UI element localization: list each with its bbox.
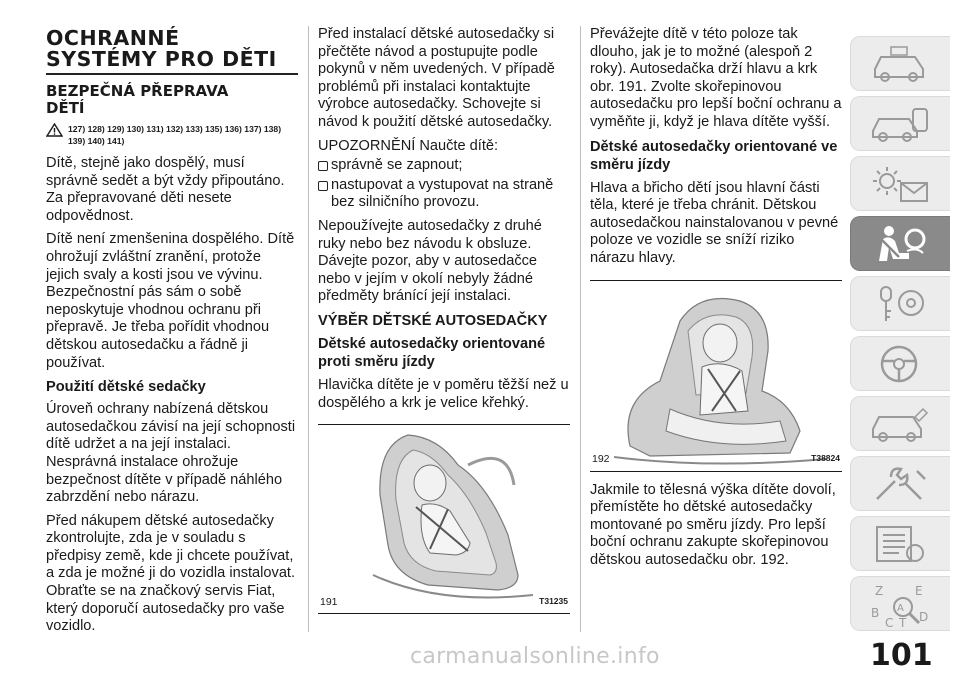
paragraph: Dítě není zmenšenina dospělého. Dítě ohrožují zvláštní zranění, protože jejich svaly a kosti jsou ve vývinu. Bezpečnostní pás sám o sobě neposkytuje vhodnou ochranu při přepravě. Je třeba pořídit vhodnou dětskou autosedačku a řádně ji používat. [46, 231, 295, 371]
paragraph: Nepoužívejte autosedačky z druhé ruky nebo bez návodu k obsluze. Dávejte pozor, aby v autosedačce nebo v jejím v okolí nebyly žádné předměty bránící její instalaci. [318, 217, 542, 305]
heading-rear-facing [318, 335, 570, 371]
heading-forward-facing [590, 138, 842, 174]
paragraph: Převážejte dítě v této poloze tak dlouho, jak je to možné (alespoň 2 roky). Autosedačka drží hlavu a krk obr. 191. Zvolte skořepinovou autosedačku pro lepší boční ochranu a vyměňte ji, když je hlava dítěte vyšší. [590, 26, 842, 130]
heading-line: směru jízdy [590, 156, 671, 173]
tab-emergency[interactable] [850, 336, 950, 391]
list-item-text: nastupovat a vystupovat na straně bez silničního provozu. [331, 176, 554, 211]
heading-line: Dětské autosedačky orientované ve [590, 138, 838, 155]
section-title-line: SYSTÉMY PRO DĚTI [46, 47, 277, 71]
tab-dashboard[interactable] [850, 36, 950, 91]
column-divider [580, 26, 581, 632]
figure-number: 191 [320, 595, 338, 608]
paragraph: Dítě, stejně jako dospělý, musí správně sedět a být vždy připoutáno. Za přepravované děti nesete odpovědnost. [46, 155, 285, 224]
list-item [318, 177, 570, 212]
tab-safety[interactable] [850, 216, 950, 271]
airbag-passenger-icon [869, 223, 931, 265]
column-2 [318, 26, 570, 624]
figure-code: T31235 [539, 595, 568, 606]
forward-facing-seat-illustration [590, 281, 842, 471]
chapter-tabs [850, 36, 950, 636]
figure-191 [318, 424, 570, 614]
warning-triangle-icon [46, 123, 63, 137]
warning-teach-child: UPOZORNĚNÍ Naučte dítě: [318, 137, 499, 154]
heading-use-child-seat: Použití dětské sedačky [46, 379, 206, 396]
column-1 [46, 26, 298, 642]
figure-number: 192 [592, 452, 610, 465]
index-letter: D [919, 610, 929, 624]
car-dashboard-icon [869, 43, 931, 85]
tab-index[interactable] [850, 576, 950, 631]
figure-code: T38824 [811, 452, 840, 463]
ignition-key-icon [869, 283, 931, 325]
figure-192 [590, 280, 842, 472]
bullet-box-icon [318, 181, 328, 191]
watermark: carmanualsonline.info [410, 644, 660, 669]
index-letter: A [897, 603, 904, 614]
tab-technical-data[interactable] [850, 456, 950, 511]
warning-refs-text[interactable]: 127) 128) 129) 130) 131) 132) 133) 135) 136) 137) 138) 139) 140) 141) [68, 124, 282, 146]
paragraph: Před nákupem dětské autosedačky zkontrolujte, zda je v souladu s předpisy země, kde ji chcete používat, a zda je možné ji do vozidla instalovat. Obraťte se na značkový servis Fiat, který doporučí autosedačky pro vaše vozidlo. [46, 512, 296, 635]
tab-getting-to-know[interactable] [850, 96, 950, 151]
index-abc-icon [869, 583, 931, 629]
index-letter: Z [875, 584, 884, 598]
heading-seat-choice: VÝBĚR DĚTSKÉ AUTOSEDAČKY [318, 312, 548, 329]
tools-icon [869, 463, 931, 505]
section-title-line: OCHRANNÉ [46, 26, 180, 50]
warning-references [46, 123, 298, 147]
technical-data-icon [869, 523, 931, 565]
paragraph: Úroveň ochrany nabízená dětskou autosedačkou závisí na její schopnosti dítě udržet a na její instalaci. Nesprávná instalace ohrožuje bezpečnost dítěte v případě náhlého zabrzdění nebo nárazu. [46, 401, 296, 506]
tab-multimedia[interactable] [850, 516, 950, 571]
list-item-text: správně se zapnout; [331, 157, 463, 174]
car-key-icon [869, 103, 931, 145]
rear-facing-seat-illustration [318, 425, 570, 613]
bullet-box-icon [318, 161, 328, 171]
section-subtitle-line: DĚTÍ [46, 99, 85, 117]
paragraph: Jakmile to tělesná výška dítěte dovolí, přemístěte ho dětské autosedačky montované po směru jízdy. Pro lepší boční ochranu zakupte skořepinovou dětskou autosedačku obr. 192. [590, 481, 836, 568]
index-letter: E [915, 584, 923, 598]
heading-line: proti směru jízdy [318, 353, 435, 370]
index-letter: B [871, 606, 880, 620]
tab-maintenance[interactable] [850, 396, 950, 451]
paragraph: Hlavička dítěte je v poměru těžší než u dospělého a krk je velice křehký. [318, 376, 569, 411]
column-divider [308, 26, 309, 632]
tab-starting-driving[interactable] [850, 276, 950, 331]
list-item [318, 157, 570, 175]
section-title [46, 28, 298, 70]
index-letter: T [899, 616, 907, 629]
paragraph: Před instalací dětské autosedačky si přečtěte návod a postupujte podle pokynů v něm uvedených. V případě problémů při instalaci kontaktujte výrobce autosedačky. Schovejte si návod k použití dětské autosedačky. [318, 26, 555, 130]
steering-wheel-icon [869, 343, 931, 385]
column-3 [590, 26, 842, 576]
car-service-icon [869, 403, 931, 445]
page-number: 101 [870, 638, 933, 673]
heading-line: Dětské autosedačky orientované [318, 335, 546, 352]
index-letter: C [885, 616, 894, 629]
section-subtitle-line: BEZPEČNÁ PŘEPRAVA [46, 82, 229, 100]
section-subtitle [46, 83, 298, 117]
tab-warning-lights[interactable] [850, 156, 950, 211]
warning-lights-icon [869, 163, 931, 205]
paragraph: Hlava a břicho dětí jsou hlavní části těla, které je třeba chránit. Dětskou autosedačkou nainstalovanou v pevné poloze ve vozidle se sníží riziko nárazu hlavy. [590, 179, 839, 266]
title-rule [46, 73, 298, 75]
